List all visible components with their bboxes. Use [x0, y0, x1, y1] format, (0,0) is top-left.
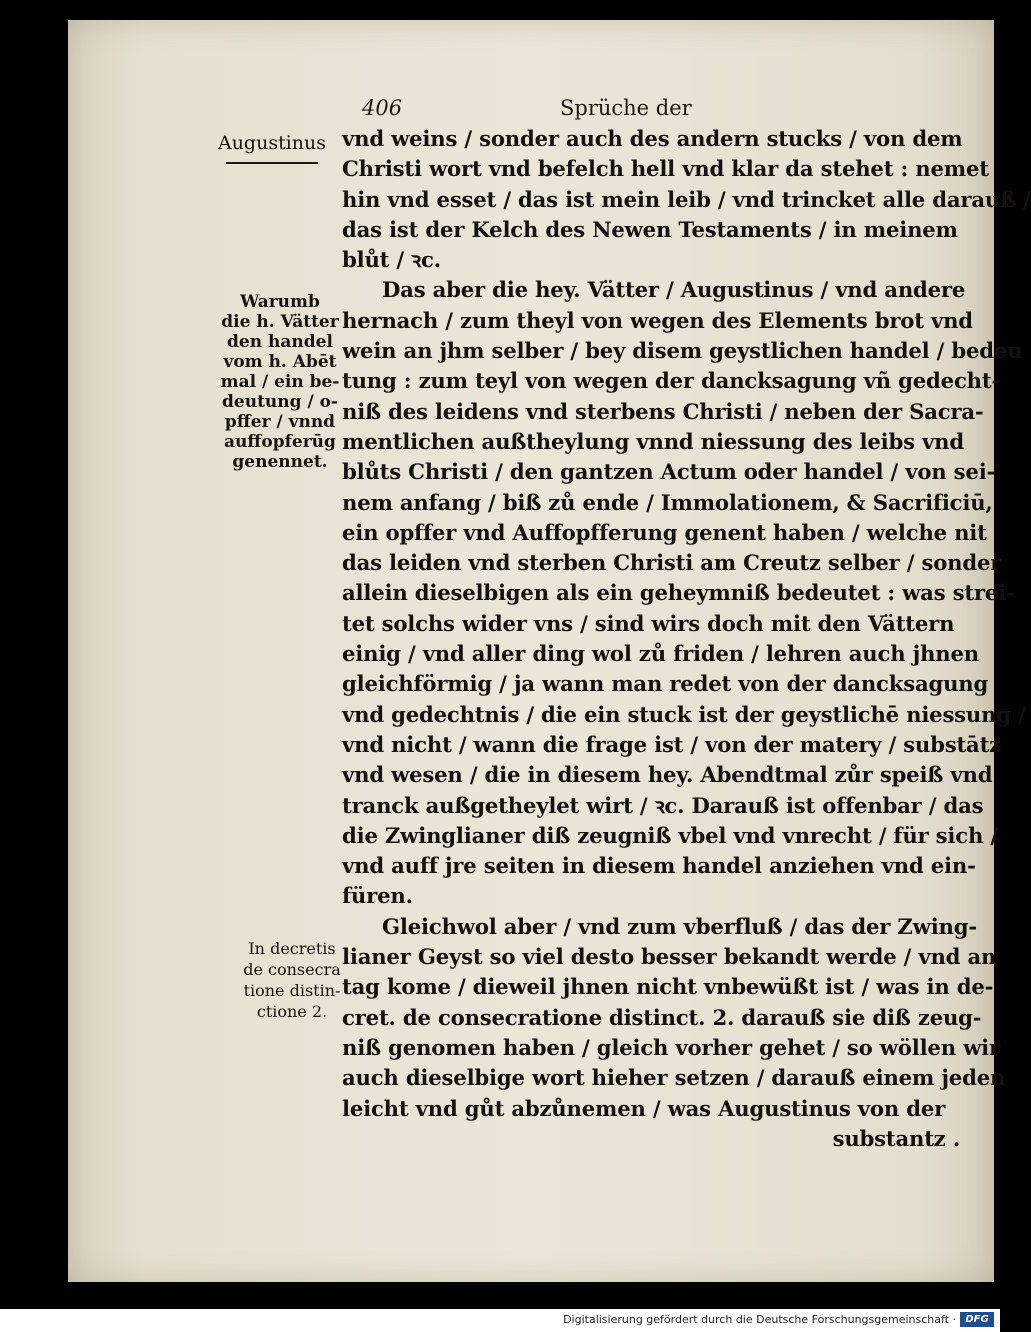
- margin-note-line: den handel: [227, 332, 333, 352]
- body-line: das leiden vnd sterben Christi am Creutz selber / sonder: [342, 550, 1002, 576]
- body-line: ein opffer vnd Auffopfferung genent haben / welche nit: [342, 519, 987, 545]
- body-line: vnd auff jre seiten in diesem handel anziehen vnd ein-: [342, 853, 976, 879]
- page-number: 406: [362, 96, 403, 120]
- body-line: einig / vnd aller ding wol zů friden / lehren auch jhnen: [342, 641, 979, 667]
- body-line: vnd gedechtnis / die ein stuck ist der geystlichē niessung /: [342, 701, 1026, 727]
- body-line: leicht vnd gůt abzůnemen / was Augustinus von der: [342, 1095, 946, 1121]
- margin-note-line: genennet.: [232, 452, 328, 472]
- catchword: substantz .: [832, 1125, 960, 1151]
- running-head: [0, 96, 1000, 126]
- body-line: füren.: [342, 883, 413, 909]
- margin-note-line: vom h. Abēt: [223, 352, 337, 372]
- body-line: Christi wort vnd befelch hell vnd klar da stehet : nemet: [342, 156, 989, 182]
- body-line: vnd wesen / die in diesem hey. Abendtmal zůr speiß vnd: [342, 762, 993, 788]
- body-line: vnd nicht / wann die frage ist / von der matery / substātz: [342, 731, 1001, 757]
- margin-note-line: mal / ein be-: [220, 372, 340, 392]
- margin-note-line: tione distin-: [243, 981, 341, 1000]
- margin-note-line: deutung / o-: [222, 392, 338, 412]
- margin-note-line: Warumb: [240, 292, 320, 312]
- margin-note-2: [236, 938, 348, 1022]
- funding-credit: Digitalisierung gefördert durch die Deutsche Forschungsgemeinschaft ·: [563, 1313, 956, 1326]
- dfg-logo: DFG: [960, 1312, 994, 1327]
- body-line: hin vnd esset / das ist mein leib / vnd trincket alle darauß /: [342, 186, 1031, 212]
- body-line: das ist der Kelch des Newen Testaments / in meinem: [342, 216, 958, 242]
- body-line: blůts Christi / den gantzen Actum oder handel / von sei-: [342, 459, 996, 485]
- body-line: Das aber die hey. Vätter / Augustinus / vnd andere: [382, 277, 966, 303]
- body-line: tung : zum teyl von wegen der dancksagung vñ gedecht-: [342, 368, 1001, 394]
- digitization-footer: [0, 1309, 1000, 1332]
- body-line: tranck außgetheylet wirt / ꝛc. Darauß ist offenbar / das: [342, 792, 984, 818]
- body-line: cret. de consecratione distinct. 2. darauß sie diß zeug-: [342, 1004, 982, 1030]
- margin-author: [204, 128, 340, 164]
- body-line: hernach / zum theyl von wegen des Elements brot vnd: [342, 307, 973, 333]
- margin-author-name: Augustinus: [217, 132, 327, 154]
- running-title: Sprüche der: [560, 96, 692, 120]
- margin-note-line: de consecra: [243, 960, 341, 979]
- body-line: tet solchs wider vns / sind wirs doch mit den Vättern: [342, 610, 955, 636]
- body-line: wein an jhm selber / bey disem geystlichen handel / bedeu: [342, 338, 1023, 364]
- margin-note-line: auffopferūg: [224, 432, 336, 452]
- margin-note-line: ctione 2.: [256, 1002, 328, 1021]
- body-text: [342, 124, 1031, 1154]
- body-line: die Zwinglianer diß zeugniß vbel vnd vnrecht / für sich /: [342, 822, 998, 848]
- body-line: Gleichwol aber / vnd zum vberfluß / das der Zwing-: [382, 913, 977, 939]
- margin-rule: [226, 162, 318, 164]
- margin-note-line: die h. Vätter: [221, 312, 339, 332]
- body-line: lianer Geyst so viel desto besser bekandt werde / vnd an: [342, 944, 997, 970]
- margin-note-line: In decretis: [248, 939, 336, 958]
- body-line: niß des leidens vnd sterbens Christi / neben der Sacra-: [342, 398, 984, 424]
- body-line: allein dieselbigen als ein geheymniß bedeutet : was strei-: [342, 580, 1015, 606]
- body-line: mentlichen außtheylung vnnd niessung des leibs vnd: [342, 428, 964, 454]
- margin-note-1: [216, 292, 344, 472]
- body-line: auch dieselbige wort hieher setzen / darauß einem jeden: [342, 1065, 1006, 1091]
- margin-note-line: pffer / vnnd: [224, 412, 336, 432]
- body-line: nem anfang / biß zů ende / Immolationem, & Sacrificiū,: [342, 489, 993, 515]
- body-line: gleichförmig / ja wann man redet von der dancksagung: [342, 671, 989, 697]
- body-line: tag kome / dieweil jhnen nicht vnbewüßt ist / was in de-: [342, 974, 994, 1000]
- body-line: vnd weins / sonder auch des andern stucks / von dem: [342, 126, 963, 151]
- body-line: blůt / ꝛc.: [342, 247, 441, 273]
- body-line: niß genomen haben / gleich vorher gehet / so wöllen wir: [342, 1034, 1000, 1060]
